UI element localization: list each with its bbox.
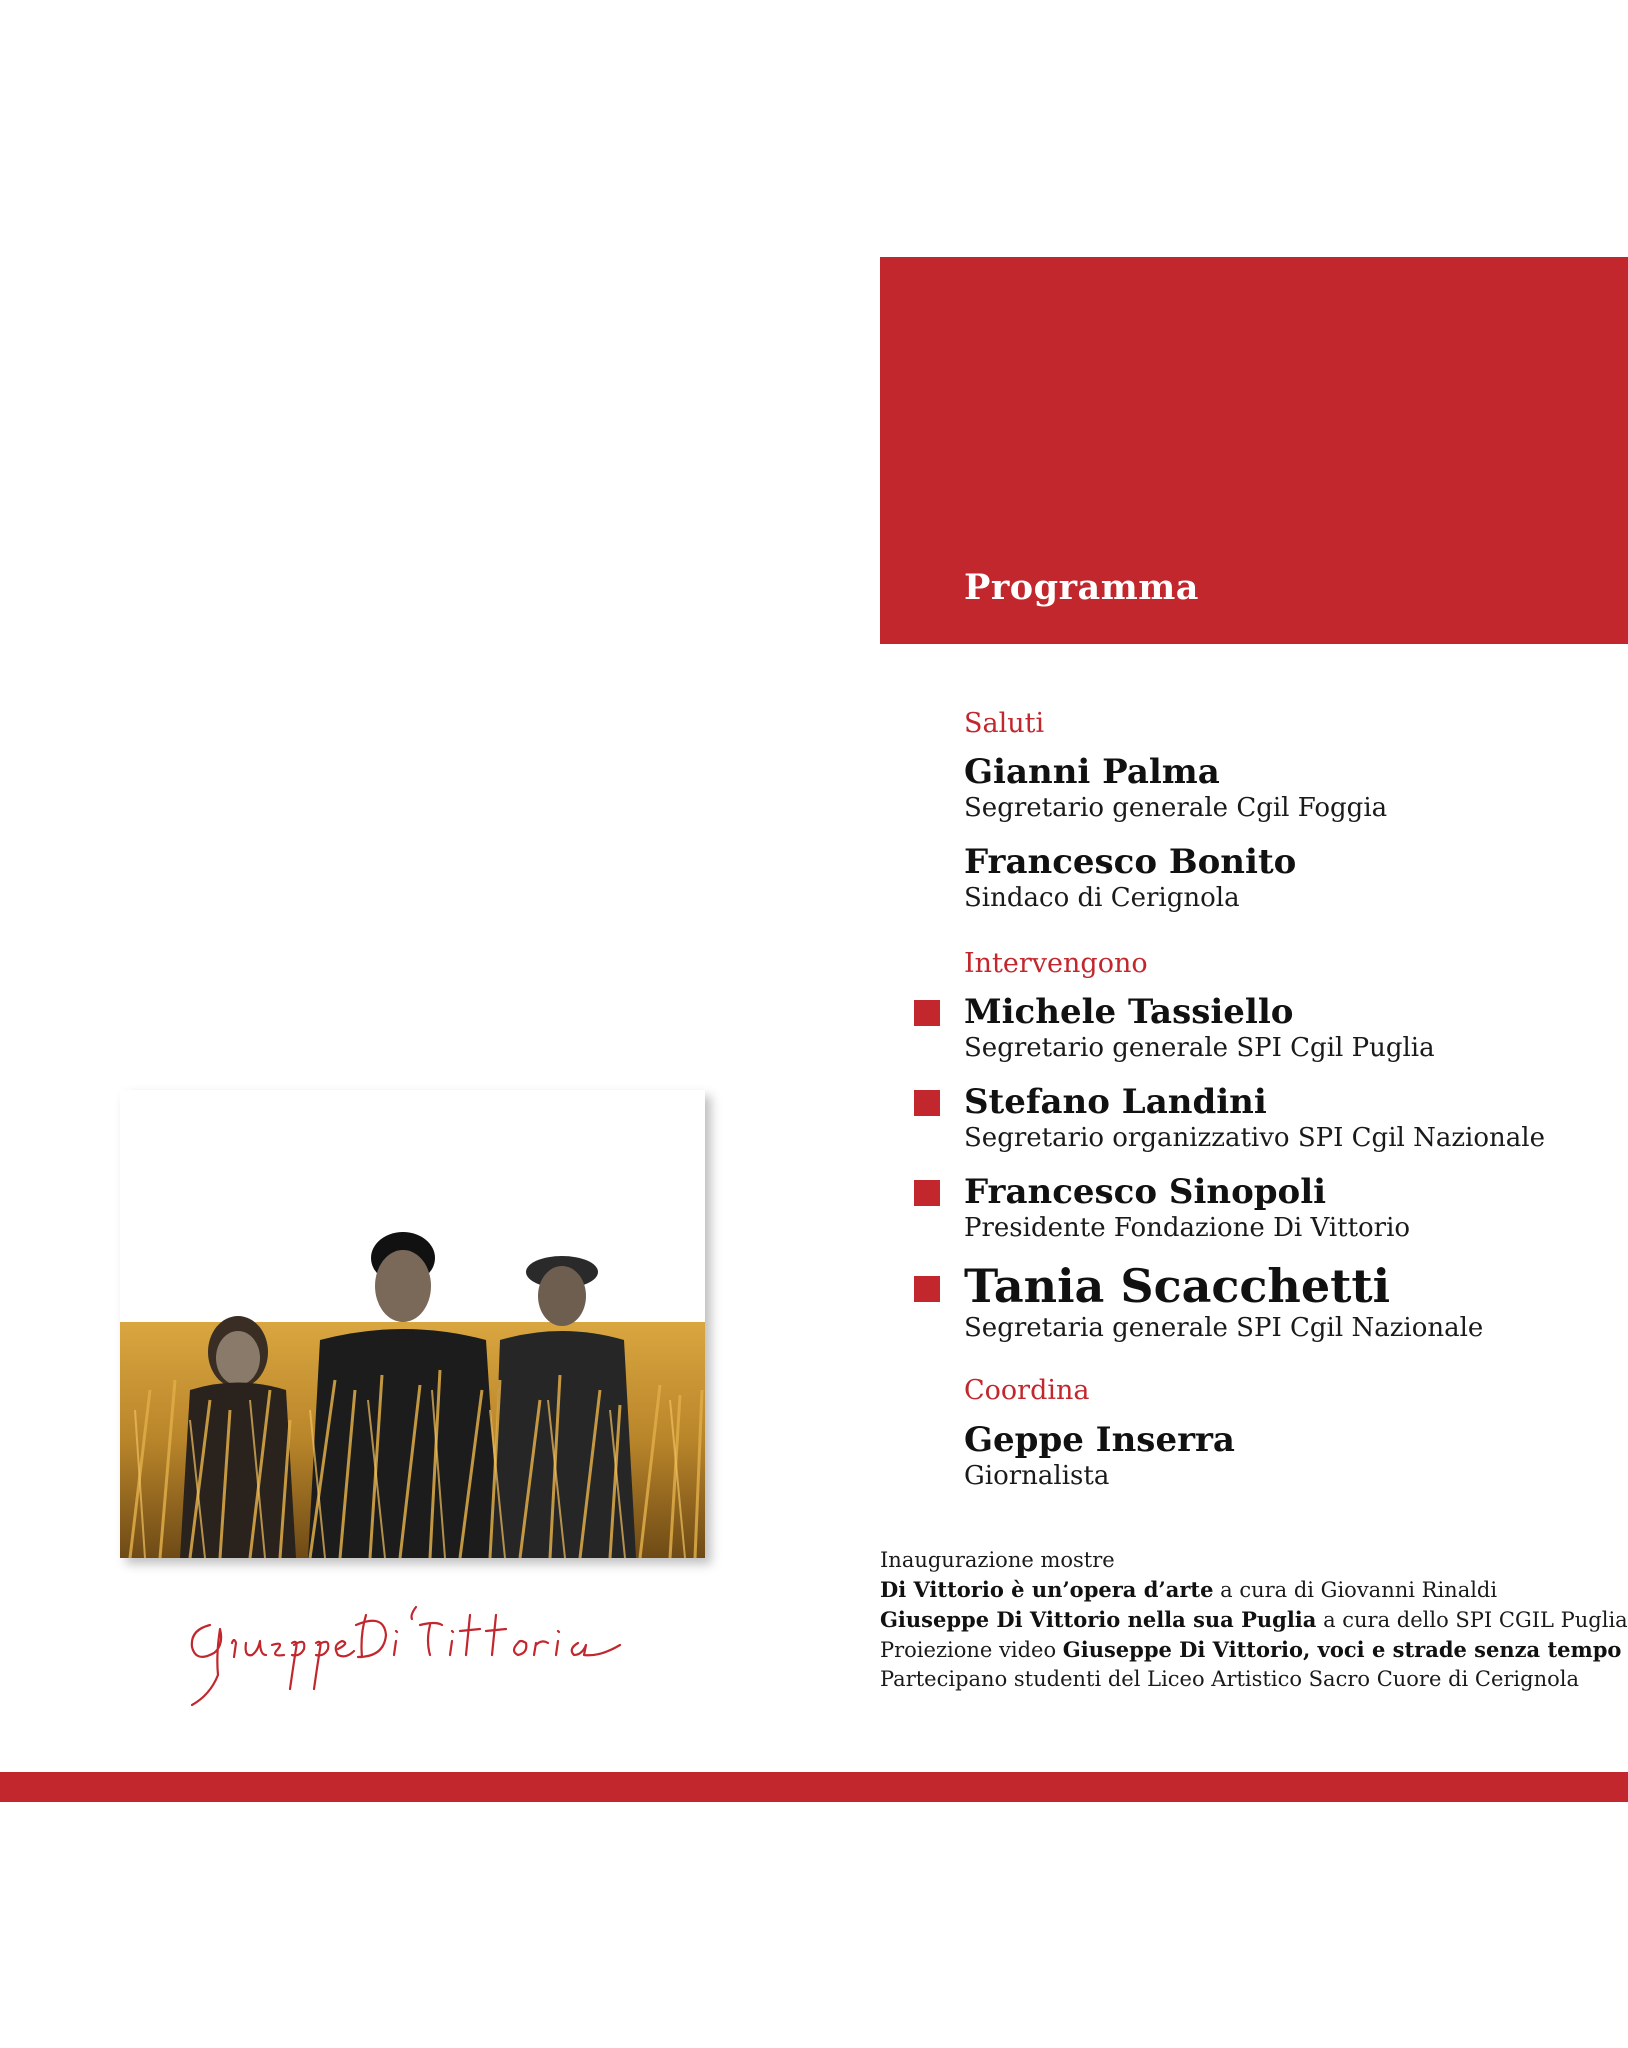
speaker-role: Giornalista (964, 1461, 1110, 1491)
notes-line-exhibition-2: Giuseppe Di Vittorio nella sua Puglia a cura dello SPI CGIL Puglia (880, 1607, 1628, 1632)
speaker-francesco-bonito (964, 842, 1296, 914)
notes-line-video: Proiezione video Giuseppe Di Vittorio, voci e strade senza tempo (880, 1637, 1622, 1662)
section-label-intervengono: Intervengono (964, 948, 1148, 979)
event-notes (880, 1546, 1628, 1694)
notes-line-exhibitions: Inaugurazione mostre (880, 1548, 1115, 1572)
signature-giuseppe-di-vittorio (180, 1585, 660, 1715)
speaker-name: Gianni Palma (964, 752, 1220, 792)
speaker-name: Michele Tassiello (964, 992, 1294, 1032)
speaker-role: Segretaria generale SPI Cgil Nazionale (964, 1313, 1484, 1343)
speaker-name: Geppe Inserra (964, 1420, 1235, 1460)
notes-line-exhibition-1: Di Vittorio è un’opera d’arte a cura di Giovanni Rinaldi (880, 1577, 1498, 1602)
speaker-gianni-palma (964, 752, 1387, 824)
bullet-square-icon (914, 1000, 940, 1026)
header-block (880, 257, 1628, 644)
speaker-role: Presidente Fondazione Di Vittorio (964, 1213, 1411, 1243)
section-label-coordina: Coordina (964, 1375, 1090, 1406)
speaker-role: Segretario generale Cgil Foggia (964, 793, 1388, 823)
bullet-square-icon (914, 1180, 940, 1206)
speaker-tania-scacchetti (964, 1260, 1483, 1344)
notes-line-students: Partecipano studenti del Liceo Artistico Sacro Cuore di Cerignola (880, 1667, 1579, 1691)
speaker-name: Francesco Sinopoli (964, 1172, 1327, 1212)
bottom-stripe (0, 1772, 1628, 1802)
speaker-role: Sindaco di Cerignola (964, 883, 1240, 913)
bullet-square-icon (914, 1090, 940, 1116)
speaker-name: Stefano Landini (964, 1082, 1267, 1122)
speaker-stefano-landini (964, 1082, 1545, 1154)
wheat-field-photo (120, 1090, 705, 1558)
speaker-name: Francesco Bonito (964, 842, 1297, 882)
bullet-square-icon (914, 1276, 940, 1302)
speaker-michele-tassiello (964, 992, 1435, 1064)
speaker-francesco-sinopoli (964, 1172, 1410, 1244)
speaker-role: Segretario organizzativo SPI Cgil Nazionale (964, 1123, 1545, 1153)
speaker-geppe-inserra (964, 1420, 1235, 1492)
page-title: Programma (964, 567, 1199, 608)
section-label-saluti: Saluti (964, 708, 1045, 739)
speaker-role: Segretario generale SPI Cgil Puglia (964, 1033, 1435, 1063)
speaker-name: Tania Scacchetti (964, 1259, 1391, 1313)
